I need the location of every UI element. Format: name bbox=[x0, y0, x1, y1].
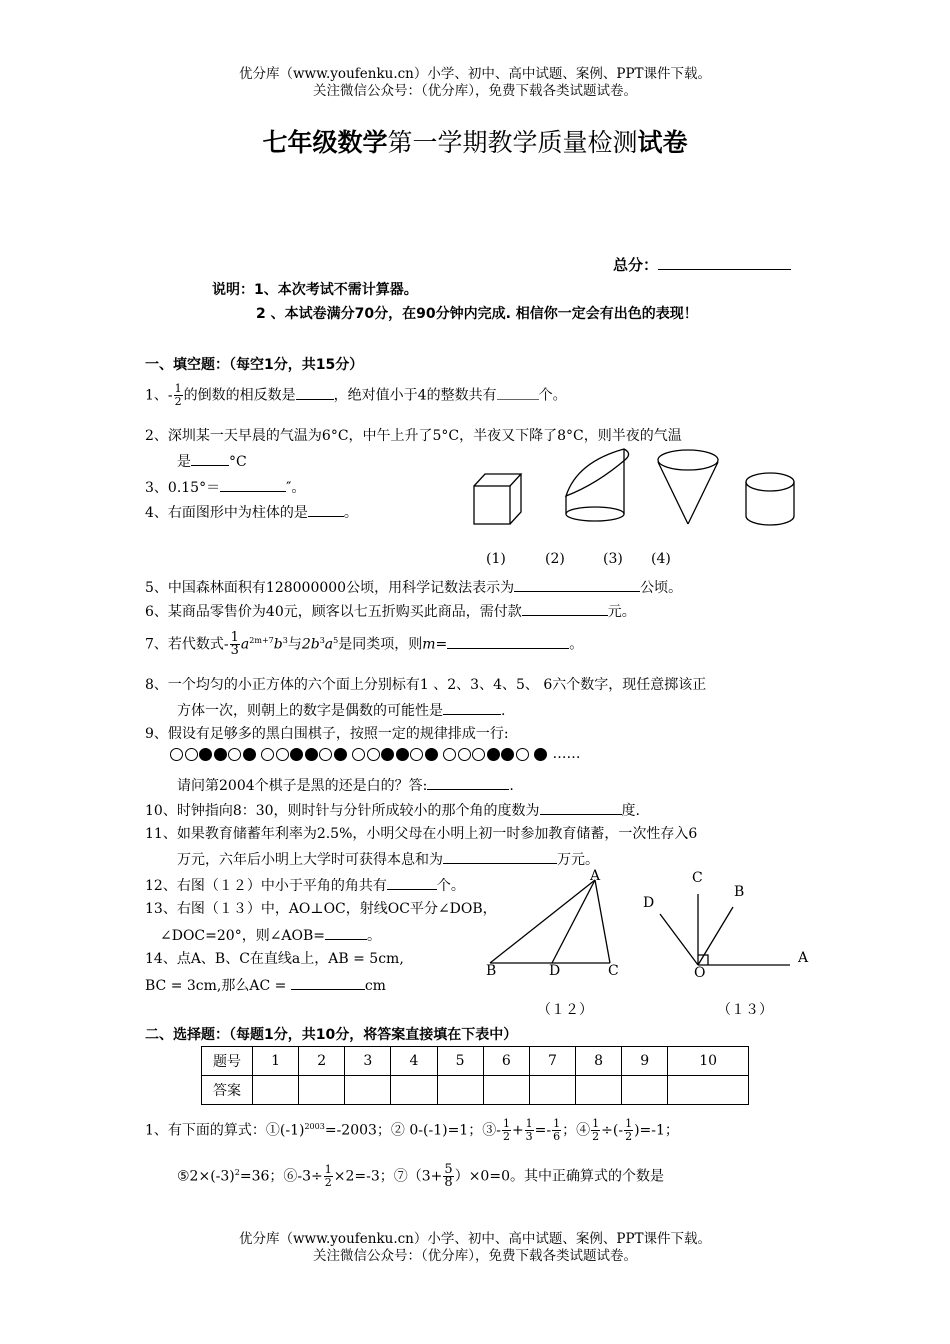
answer-table-number: 8 bbox=[575, 1047, 621, 1076]
stone-pattern-dots bbox=[170, 746, 549, 762]
fig12-caption: （１２） bbox=[537, 1002, 593, 1018]
answer-table-header-row bbox=[202, 1047, 749, 1076]
section2-heading: 二、选择题：（每题1分，共10分，将答案直接填在下表中） bbox=[145, 1027, 518, 1043]
q7-exp-3: 3 bbox=[319, 636, 325, 645]
q1-minus: - bbox=[167, 387, 173, 404]
answer-cell[interactable] bbox=[299, 1076, 345, 1105]
q2-text-c: °C bbox=[229, 454, 247, 470]
q7-equals: = bbox=[435, 636, 448, 653]
q8-blank[interactable] bbox=[443, 700, 501, 715]
header-line-2: 关注微信公众号：（优分库），免费下载各类试题试卷。 bbox=[313, 83, 637, 99]
black-stone bbox=[334, 748, 347, 761]
fig13-label-D: D bbox=[643, 895, 655, 911]
q7-var-a: a bbox=[240, 636, 250, 653]
q7-fraction bbox=[230, 632, 240, 657]
question-9-cont bbox=[177, 775, 514, 795]
cq1-f1-den: 2 bbox=[502, 1130, 510, 1144]
page-title bbox=[0, 123, 950, 159]
q11-text-b: 万元，六年后小明上大学时可获得本息和为 bbox=[177, 852, 443, 868]
q6-blank[interactable] bbox=[522, 601, 608, 616]
answer-cell[interactable] bbox=[483, 1076, 529, 1105]
cube-shape bbox=[474, 474, 521, 524]
q2-text-b: 是 bbox=[177, 454, 191, 470]
question-13-cont bbox=[160, 925, 381, 945]
answer-table-number: 1 bbox=[253, 1047, 299, 1076]
answer-cell[interactable] bbox=[391, 1076, 437, 1105]
cq1-f7-num: 5 bbox=[444, 1162, 453, 1178]
answer-cell[interactable] bbox=[529, 1076, 575, 1105]
cylinder-shape bbox=[746, 473, 794, 525]
cq1-text-j: ×2=-3；⑦（3+ bbox=[333, 1168, 443, 1185]
q6-text-b: 元。 bbox=[607, 604, 636, 620]
q14-text-b: BC = 3cm,那么AC = bbox=[145, 978, 291, 994]
q10-text-b: 度. bbox=[621, 803, 640, 819]
black-stone bbox=[305, 748, 318, 761]
cq1-text-c: + bbox=[511, 1122, 524, 1139]
score-blank[interactable] bbox=[658, 255, 791, 270]
cq1-text-h: ⑤2×(-3) bbox=[177, 1168, 235, 1185]
title-part-2: 第一学期教学质量检测 bbox=[387, 128, 638, 157]
shape-label-1: (1) bbox=[486, 551, 506, 567]
fig13-label-B: B bbox=[734, 884, 745, 900]
section1-heading: 一、填空题：（每空1分，共15分） bbox=[145, 357, 364, 373]
cq1-frac-1 bbox=[502, 1118, 511, 1143]
q7-exp-1: 2m+7 bbox=[249, 636, 274, 645]
cq1-f2-den: 3 bbox=[525, 1130, 533, 1144]
header-line-1: 优分库（www.youfenku.cn）小学、初中、高中试题、案例、PPT课件下载。 bbox=[238, 66, 712, 82]
footer-line-1: 优分库（www.youfenku.cn）小学、初中、高中试题、案例、PPT课件下载。 bbox=[238, 1231, 712, 1247]
white-stone bbox=[516, 748, 529, 761]
answer-table-number: 6 bbox=[483, 1047, 529, 1076]
cut-cylinder-shape bbox=[566, 449, 629, 521]
white-stone bbox=[228, 748, 241, 761]
question-10 bbox=[145, 800, 640, 820]
answer-table-label-number: 题号 bbox=[202, 1047, 253, 1076]
white-stone bbox=[458, 748, 471, 761]
q10-blank[interactable] bbox=[540, 800, 622, 815]
answer-cell[interactable] bbox=[668, 1076, 749, 1105]
question-12 bbox=[145, 875, 465, 895]
cq1-exp-1: 2003 bbox=[304, 1122, 325, 1131]
q5-blank[interactable] bbox=[514, 577, 640, 592]
question-2-cont bbox=[177, 451, 247, 471]
question-1 bbox=[145, 383, 567, 408]
shapes-figure bbox=[465, 440, 805, 535]
figure-13-angles bbox=[640, 880, 800, 975]
cq1-f5-num: 1 bbox=[625, 1117, 633, 1131]
answer-table bbox=[201, 1046, 749, 1105]
q11-blank[interactable] bbox=[443, 849, 557, 864]
q12-text-a: 12、右图（１２）中小于平角的角共有 bbox=[145, 878, 387, 894]
choice-question-1 bbox=[145, 1118, 679, 1143]
score-label: 总分： bbox=[613, 256, 659, 274]
shape-label-3: (3) bbox=[603, 551, 623, 567]
white-stone bbox=[443, 748, 456, 761]
q13-text-b: ∠DOC=20°，则∠AOB= bbox=[160, 928, 326, 944]
fig12-label-C: C bbox=[608, 963, 619, 979]
question-6 bbox=[145, 601, 636, 621]
stone-pattern bbox=[170, 746, 581, 762]
q9-text-c: . bbox=[509, 778, 514, 794]
question-2: 2、深圳某一天早晨的气温为6°C，中午上升了5°C，半夜又下降了8°C，则半夜的气温 bbox=[145, 428, 682, 444]
cq1-f6-num: 1 bbox=[324, 1163, 332, 1177]
white-stone bbox=[367, 748, 380, 761]
fig12-label-D: D bbox=[549, 963, 561, 979]
q7-var-2b: 2b bbox=[301, 636, 320, 653]
footer-line-2: 关注微信公众号：（优分库），免费下载各类试题试卷。 bbox=[313, 1248, 637, 1264]
q7-var-a2: a bbox=[324, 636, 334, 653]
question-9: 9、假设有足够多的黑白围棋子，按照一定的规律排成一行: bbox=[145, 726, 509, 742]
question-11: 11、如果教育储蓄年利率为2.5%，小明父母在小明上初一时参加教育储蓄，一次性存入6 bbox=[145, 826, 698, 842]
q13-blank[interactable] bbox=[325, 925, 367, 940]
q1-blank-1[interactable] bbox=[296, 385, 334, 400]
q1-den: 2 bbox=[174, 395, 182, 408]
answer-cell[interactable] bbox=[575, 1076, 621, 1105]
answer-cell[interactable] bbox=[345, 1076, 391, 1105]
fig13-label-A: A bbox=[798, 950, 809, 966]
white-stone bbox=[352, 748, 365, 761]
question-8: 8、一个均匀的小正方体的六个面上分别标有1 、2、3、4、5、 6六个数字，现任意掷该正 bbox=[145, 677, 707, 693]
q7-exp-2: 3 bbox=[282, 636, 288, 645]
cq1-f3-num: 1 bbox=[553, 1117, 561, 1131]
cq1-f6-den: 2 bbox=[324, 1176, 332, 1190]
cq1-f5-den: 2 bbox=[625, 1130, 633, 1144]
cq1-f3-den: 6 bbox=[553, 1130, 561, 1144]
instructions-line-2: 2 、本试卷满分70分，在90分钟内完成. 相信你一定会有出色的表现！ bbox=[256, 306, 698, 322]
q3-text-b: ″。 bbox=[286, 480, 306, 496]
question-8-cont bbox=[177, 700, 505, 720]
q3-text-a: 3、0.15°＝ bbox=[145, 480, 221, 496]
q1-fraction bbox=[174, 383, 183, 408]
q13-text-c: 。 bbox=[367, 928, 382, 944]
q1-blank-2[interactable] bbox=[497, 385, 539, 400]
pattern-ellipsis: …… bbox=[552, 746, 581, 762]
black-stone bbox=[487, 748, 500, 761]
white-stone bbox=[261, 748, 274, 761]
fig13-label-O: O bbox=[694, 965, 706, 981]
black-stone bbox=[381, 748, 394, 761]
cq1-frac-4 bbox=[591, 1118, 600, 1143]
choice-question-1-cont bbox=[177, 1164, 664, 1189]
cq1-text-a: 1、有下面的算式：①(-1) bbox=[145, 1122, 305, 1139]
figure-12-triangle bbox=[480, 868, 640, 973]
answer-cell[interactable] bbox=[437, 1076, 483, 1105]
q9-text-b: 请问第2004个棋子是黑的还是白的？答: bbox=[177, 778, 428, 794]
q7-num: 1 bbox=[230, 630, 239, 646]
question-14: 14、点A、B、C在直线a上，AB = 5cm, bbox=[145, 951, 404, 967]
q14-blank[interactable] bbox=[291, 975, 365, 990]
cq1-exp-2: 2 bbox=[234, 1168, 240, 1177]
answer-table-number: 4 bbox=[391, 1047, 437, 1076]
cq1-f1-num: 1 bbox=[502, 1117, 510, 1131]
black-stone bbox=[214, 748, 227, 761]
question-13: 13、右图（１３）中，AO⊥OC，射线OC平分∠DOB， bbox=[145, 901, 497, 917]
q2-blank[interactable] bbox=[191, 451, 229, 466]
cq1-text-g: )=-1； bbox=[634, 1122, 679, 1139]
q1-text-d: 个。 bbox=[538, 387, 567, 404]
q7-text-d: 是同类项，则 bbox=[338, 636, 423, 653]
title-part-3: 试卷 bbox=[637, 128, 688, 157]
answer-table-number: 5 bbox=[437, 1047, 483, 1076]
fig13-caption: （１３） bbox=[717, 1002, 773, 1018]
q4-blank[interactable] bbox=[308, 502, 344, 517]
title-part-1: 七年级数学 bbox=[262, 128, 388, 157]
cq1-frac-3 bbox=[552, 1118, 561, 1143]
answer-table-number: 9 bbox=[622, 1047, 668, 1076]
q1-number: 1、 bbox=[145, 387, 168, 404]
q5-text-a: 5、中国森林面积有128000000公顷，用科学记数法表示为 bbox=[145, 580, 515, 596]
white-stone bbox=[185, 748, 198, 761]
q9-blank[interactable] bbox=[427, 775, 509, 790]
white-stone bbox=[170, 748, 183, 761]
q8-text-c: . bbox=[501, 703, 506, 719]
q6-text-a: 6、某商品零售价为40元，顾客以七五折购买此商品，需付款 bbox=[145, 604, 522, 620]
black-stone bbox=[243, 748, 256, 761]
fig12-label-A: A bbox=[590, 868, 601, 884]
black-stone bbox=[501, 748, 514, 761]
cq1-frac-2 bbox=[525, 1118, 534, 1143]
answer-cell[interactable] bbox=[253, 1076, 299, 1105]
total-score bbox=[613, 254, 791, 275]
cq1-frac-7 bbox=[443, 1164, 453, 1189]
q7-text-c: 与 bbox=[287, 636, 302, 653]
cone-shape bbox=[658, 450, 718, 524]
question-7 bbox=[145, 632, 583, 657]
q7-var-b: b bbox=[273, 636, 283, 653]
white-stone bbox=[410, 748, 423, 761]
question-3 bbox=[145, 477, 305, 497]
black-stone bbox=[199, 748, 212, 761]
q12-text-b: 个。 bbox=[436, 878, 465, 894]
shape-label-2: (2) bbox=[545, 551, 565, 567]
cq1-f4-num: 1 bbox=[592, 1117, 600, 1131]
answer-table-number: 3 bbox=[345, 1047, 391, 1076]
white-stone bbox=[276, 748, 289, 761]
fig13-label-C: C bbox=[692, 870, 703, 886]
question-4 bbox=[145, 502, 358, 522]
cq1-text-k: ）×0=0。其中正确算式的个数是 bbox=[454, 1168, 664, 1185]
cq1-f2-num: 1 bbox=[525, 1117, 533, 1131]
shape-label-4: (4) bbox=[651, 551, 671, 567]
q10-text-a: 10、时钟指向8：30，则时针与分针所成较小的那个角的度数为 bbox=[145, 803, 540, 819]
black-stone bbox=[396, 748, 409, 761]
question-11-cont bbox=[177, 849, 599, 869]
white-stone bbox=[319, 748, 332, 761]
cq1-f4-den: 2 bbox=[592, 1130, 600, 1144]
fig12-label-B: B bbox=[486, 963, 497, 979]
q12-blank[interactable] bbox=[387, 875, 437, 890]
q4-text-a: 4、右面图形中为柱体的是 bbox=[145, 505, 308, 521]
black-stone bbox=[534, 748, 547, 761]
cq1-text-i: =36；⑥-3÷ bbox=[239, 1168, 323, 1185]
q7-exp-4: 5 bbox=[333, 636, 339, 645]
instructions-line-1: 说明：1、本次考试不需计算器。 bbox=[212, 282, 418, 298]
cq1-f7-den: 8 bbox=[444, 1175, 453, 1191]
cq1-frac-5 bbox=[624, 1118, 633, 1143]
cq1-text-f: ÷(- bbox=[601, 1122, 624, 1139]
answer-table-number: 10 bbox=[668, 1047, 749, 1076]
q1-text-b: 的倒数的相反数是 bbox=[183, 387, 296, 404]
black-stone bbox=[290, 748, 303, 761]
q11-text-c: 万元。 bbox=[557, 852, 599, 868]
q7-den: 3 bbox=[230, 643, 239, 659]
answer-cell[interactable] bbox=[622, 1076, 668, 1105]
q8-text-b: 方体一次，则朝上的数字是偶数的可能性是 bbox=[177, 703, 443, 719]
cq1-text-b: =-2003；② 0-(-1)=1；③- bbox=[324, 1122, 501, 1139]
answer-table-answer-row bbox=[202, 1076, 749, 1105]
q1-num: 1 bbox=[174, 382, 182, 395]
answer-table-label-answer: 答案 bbox=[202, 1076, 253, 1105]
question-14-cont bbox=[145, 975, 386, 995]
question-5 bbox=[145, 577, 682, 597]
q7-text-f: 。 bbox=[569, 636, 584, 653]
q14-text-c: cm bbox=[364, 978, 386, 994]
q1-text-c: ，绝对值小于4的整数共有 bbox=[333, 387, 497, 404]
q3-blank[interactable] bbox=[220, 477, 286, 492]
answer-table-number: 7 bbox=[529, 1047, 575, 1076]
q4-text-b: 。 bbox=[343, 505, 358, 521]
q5-text-b: 公顷。 bbox=[640, 580, 683, 596]
white-stone bbox=[472, 748, 485, 761]
cq1-frac-6 bbox=[324, 1164, 333, 1189]
cq1-text-d: =- bbox=[534, 1122, 552, 1139]
q7-var-m: m bbox=[422, 636, 436, 653]
answer-table-number: 2 bbox=[299, 1047, 345, 1076]
cq1-text-e: ；④ bbox=[562, 1122, 591, 1139]
q7-blank[interactable] bbox=[447, 634, 569, 649]
black-stone bbox=[425, 748, 438, 761]
q7-text-a: 7、若代数式- bbox=[145, 636, 229, 653]
